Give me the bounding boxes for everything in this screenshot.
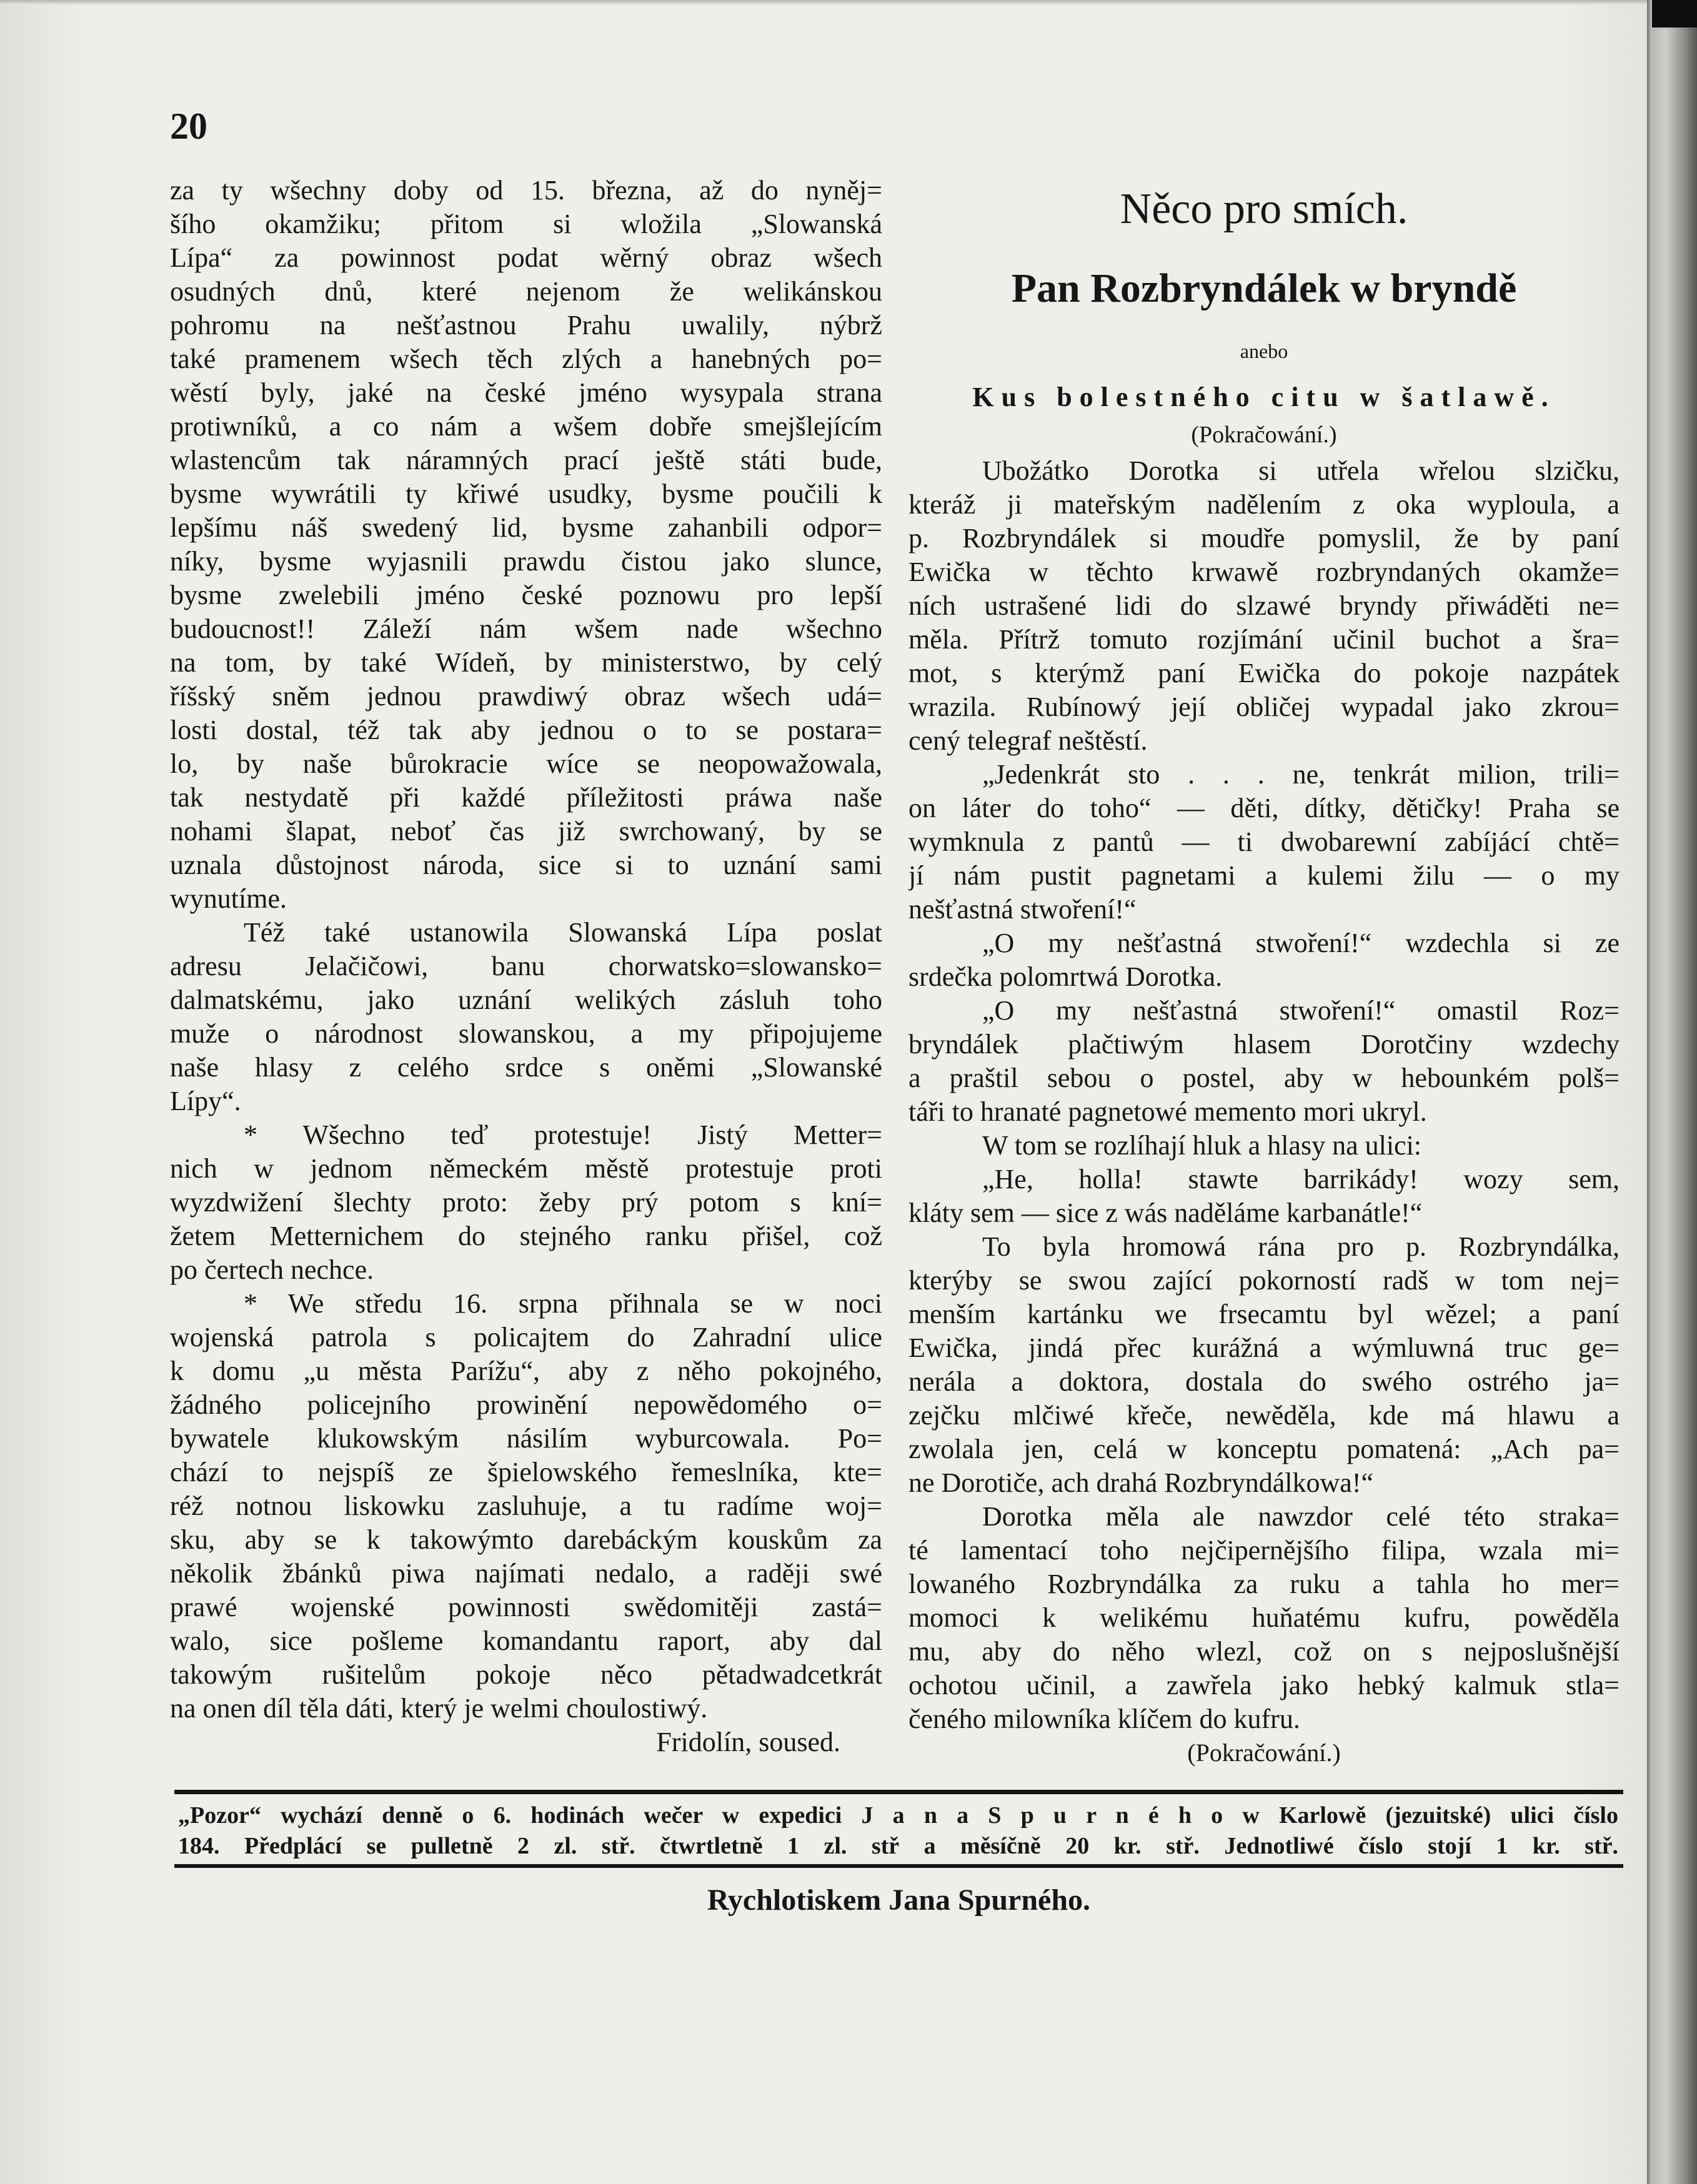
text-line: k domu „u města Parížu“, aby z něho pokojného, — [170, 1356, 882, 1386]
story-title: Pan Rozbryndálek w bryndě — [1011, 266, 1517, 311]
printer-imprint: Rychlotiskem Jana Spurného. — [707, 1884, 1091, 1917]
text-line: bryndálek plačtiwým hlasem Dorotčiny wzdechy — [908, 1029, 1620, 1060]
paragraph — [908, 1230, 1620, 1500]
title-conjunction: anebo — [1240, 340, 1288, 362]
text-line: chází to nejspíš ze špielowského řemeslníka, kte= — [170, 1457, 882, 1487]
text-line: W tom se rozlíhají hluk a hlasy na ulici: — [982, 1130, 1422, 1161]
text-line: žetem Metternichem do stejného ranku přišel, což — [170, 1221, 882, 1251]
text-line: kláty sem — sice z wás naděláme karbanátle!“ — [908, 1198, 1423, 1228]
text-line: na tom, by také Wídeň, by ministerstwo, by celý — [170, 647, 882, 678]
text-line: wojenská patrola s policajtem do Zahradní ulice — [170, 1322, 882, 1353]
text-line: lepšímu náš swedený lid, bysme zahanbili odpor= — [170, 512, 882, 543]
text-line: Též také ustanowila Slowanská Lípa poslat — [244, 917, 882, 948]
footer-rule-bottom — [174, 1864, 1623, 1868]
text-line: on láter do toho“ — děti, dítky, dětičky! Praha se — [908, 793, 1620, 823]
text-line: budoucnost!! Záleží nám wšem nade wšechno — [170, 613, 882, 644]
section-title: Něco pro smích. — [1120, 185, 1408, 233]
text-line: wyzdwižení šlechty proto: žeby prý potom s kní= — [170, 1187, 882, 1218]
text-line: pohromu na nešťastnou Prahu uwalily, nýbrž — [170, 310, 882, 340]
right-column-paragraphs — [908, 454, 1620, 1736]
text-line: ních ustrašené lidi do slzawé bryndy přiwáděti ne= — [908, 590, 1620, 621]
paragraph — [908, 1129, 1620, 1163]
text-line: kterýby se swou zající pokorností radš w tom nej= — [908, 1265, 1620, 1296]
footer-rule-top — [174, 1790, 1623, 1794]
text-line: srdečka polomrtwá Dorotka. — [908, 961, 1223, 992]
text-line: říšský sněm jednou prawdiwý obraz wšech udá= — [170, 681, 882, 712]
text-line: wěstí byly, jaké na české jméno wysypala strana — [170, 377, 882, 408]
text-line: šího okamžiku; přitom si wložila „Slowanská — [170, 209, 882, 239]
text-line: kteráž ji mateřským nadělením z oka wyploula, a — [908, 489, 1620, 520]
story-subtitle: Kus bolestného citu w šatlawě. — [972, 382, 1556, 412]
text-line: osudných dnů, které nejenom že welikánskou — [170, 276, 882, 307]
text-line: nerála a doktora, dostala do swého ostrého ja= — [908, 1366, 1620, 1397]
text-line: Lípy“. — [170, 1086, 241, 1116]
text-line: naše hlasy z celého srdce s oněmi „Slowanské — [170, 1052, 882, 1083]
continued-note-top: (Pokračowání.) — [1191, 422, 1337, 448]
text-line: za ty wšechny doby od 15. března, až do nyněj= — [170, 175, 882, 206]
text-line: uznala důstojnost národa, sice si to uznání sami — [170, 850, 882, 880]
paragraph — [908, 926, 1620, 994]
text-line: wlastencům tak náramných prací ještě státi bude, — [170, 445, 882, 475]
text-line: „He, holla! stawte barrikády! wozy sem, — [982, 1164, 1620, 1194]
left-column-paragraphs — [170, 174, 882, 1725]
text-line: Lípa“ za powinnost podat wěrný obraz wšech — [170, 242, 882, 273]
text-line: takowým rušitelům pokoje něco pětadwadcetkrát — [170, 1659, 882, 1690]
text-line: lowaného Rozbryndálka za ruku a tahla ho mer= — [908, 1569, 1620, 1599]
text-line: bysme wywrátili ty křiwé usudky, bysme poučili k — [170, 479, 882, 509]
text-line: muže o národnost slowanskou, a my připojujeme — [170, 1018, 882, 1049]
text-line: čeného milowníka klíčem do kufru. — [908, 1704, 1300, 1734]
text-line: réž notnou liskowku zasluhuje, a tu radíme woj= — [170, 1491, 882, 1521]
paragraph — [908, 994, 1620, 1129]
text-line: také pramenem wšech těch zlých a hanebných po= — [170, 344, 882, 374]
text-line: „Jedenkrát sto . . . ne, tenkrát milion, trili= — [982, 759, 1620, 790]
text-line: té lamentací toho nejčipernějšího filipa, wzala mi= — [908, 1535, 1620, 1566]
footer-notice-line: „Pozor“ wychází denně o 6. hodinách wečer w expedici J a n a S p u r n é h o w Karlowě (jezuitské) ulici číslo — [178, 1802, 1618, 1829]
paragraph — [908, 1163, 1620, 1230]
text-line: tak nestydatě při každé příležitosti práwa naše — [170, 782, 882, 813]
text-line: momoci k welikému huňatému kufru, powěděla — [908, 1602, 1620, 1633]
text-line: p. Rozbryndálek si moudře pomyslil, že by paní — [908, 523, 1620, 553]
text-line: * We středu 16. srpna přihnala se w noci — [244, 1288, 882, 1319]
text-line: Ewička, jindá přec kurážná a wýmluwná truc ge= — [908, 1333, 1620, 1363]
text-line: losti dostal, též tak aby jednou o to se postara= — [170, 715, 882, 745]
text-line: ne Dorotiče, ach drahá Rozbryndálkowa!“ — [908, 1467, 1374, 1498]
text-line: „O my nešťastná stwoření!“ wzdechla si ze — [982, 928, 1620, 958]
scan-top-edge — [0, 0, 1647, 5]
text-line: táři to hranaté pagnetowé memento mori ukryl. — [908, 1096, 1427, 1127]
text-line: protiwníků, a co nám a wšem dobře smejšlejícím — [170, 411, 882, 442]
text-line: Dorotka měla ale nawzdor celé této straka= — [982, 1501, 1620, 1532]
text-line: ochotou učinil, a zawřela jako hebký kalmuk stla= — [908, 1670, 1620, 1700]
text-line: zwolala jen, celá w konceptu pomatená: „Ach pa= — [908, 1434, 1620, 1464]
text-line: mot, s kterýmž paní Ewička do pokoje nazpátek — [908, 658, 1620, 688]
right-column — [908, 454, 1620, 1770]
text-line: několik žbánků piwa najímati nedalo, a raději swé — [170, 1558, 882, 1589]
paragraph — [170, 1118, 882, 1287]
text-line: nohami šlapat, neboť čas již swrchowaný, by se — [170, 816, 882, 846]
text-line: nich w jednom německém městě protestuje proti — [170, 1153, 882, 1184]
scan-corner-mark — [1652, 0, 1697, 27]
paragraph — [908, 454, 1620, 758]
text-line: sku, aby se k takowýmto darebáckým kouskům za — [170, 1524, 882, 1555]
text-line: bywatele klukowským násilím wyburcowala. Po= — [170, 1423, 882, 1454]
text-line: Ubožátko Dorotka si utřela wřelou slzičku, — [982, 455, 1620, 486]
text-line: měla. Přítrž tomuto rozjímání učinil buchot a šra= — [908, 624, 1620, 655]
text-line: cený telegraf neštěstí. — [908, 725, 1148, 756]
continued-note-bottom: (Pokračowání.) — [1187, 1739, 1341, 1767]
text-line: zejčku mlčiwé křeče, newěděla, kde má hlawu a — [908, 1400, 1620, 1431]
text-line: wrazila. Rubínowý její obličej wypadal jako zkrou= — [908, 692, 1620, 722]
text-line: dalmatskému, jako uznání welikých zásluh toho — [170, 985, 882, 1015]
paragraph — [908, 1500, 1620, 1736]
text-line: prawé wojenské powinnosti swědomitěji zastá= — [170, 1592, 882, 1622]
text-line: menším kartánku we frsecamtu byl wězel; a paní — [908, 1299, 1620, 1329]
text-line: na onen díl těla dáti, který je welmi choulostiwý. — [170, 1693, 708, 1724]
text-line: wynutíme. — [170, 883, 287, 914]
text-line: bysme zwelebili jméno české poznowu pro lepší — [170, 580, 882, 610]
footer-notice — [178, 1800, 1618, 1862]
paragraph — [170, 174, 882, 916]
text-line: jí nám pustit pagnetami a kulemi žilu — o my — [908, 860, 1620, 891]
scan-right-edge — [1647, 0, 1697, 2184]
footer-notice-line: 184. Předplácí se pulletně 2 zl. stř. čtwrtletně 1 zl. stř a měsíčně 20 kr. stř. Jednotliwé číslo stojí 1 kr. stř. — [178, 1833, 1618, 1859]
text-line: mu, aby do něho wlezl, což on s nejposlušnější — [908, 1636, 1620, 1667]
text-line: Ewička w těchto krwawě rozbryndaných okamže= — [908, 557, 1620, 587]
text-line: To byla hromowá rána pro p. Rozbryndálka, — [982, 1231, 1620, 1262]
text-line: walo, sice pošleme komandantu raport, aby dal — [170, 1626, 882, 1656]
text-line: adresu Jelačičowi, banu chorwatsko=slowansko= — [170, 951, 882, 981]
text-line: wymknula z pantů — ti dwobarewní zabíjácí chtě= — [908, 826, 1620, 857]
paragraph — [170, 916, 882, 1118]
author-signature: Fridolín, soused. — [656, 1727, 840, 1757]
text-line: a praštil sebou o postel, aby w hebounkém polš= — [908, 1063, 1620, 1093]
text-line: žádného policejního prowinění nepowědomého o= — [170, 1389, 882, 1420]
paragraph — [170, 1287, 882, 1725]
left-column — [170, 174, 882, 1759]
text-line: * Wšechno teď protestuje! Jistý Metter= — [244, 1119, 882, 1150]
paragraph — [908, 758, 1620, 926]
text-line: nešťastná stwoření!“ — [908, 894, 1137, 925]
page-number: 20 — [170, 106, 207, 147]
text-line: níky, bysme wyjasnili prawdu čistou jako slunce, — [170, 546, 882, 577]
text-line: „O my nešťastná stwoření!“ omastil Roz= — [982, 995, 1620, 1026]
text-line: po čertech nechce. — [170, 1254, 374, 1285]
text-line: lo, by naše bůrokracie wíce se neopowažowala, — [170, 748, 882, 779]
